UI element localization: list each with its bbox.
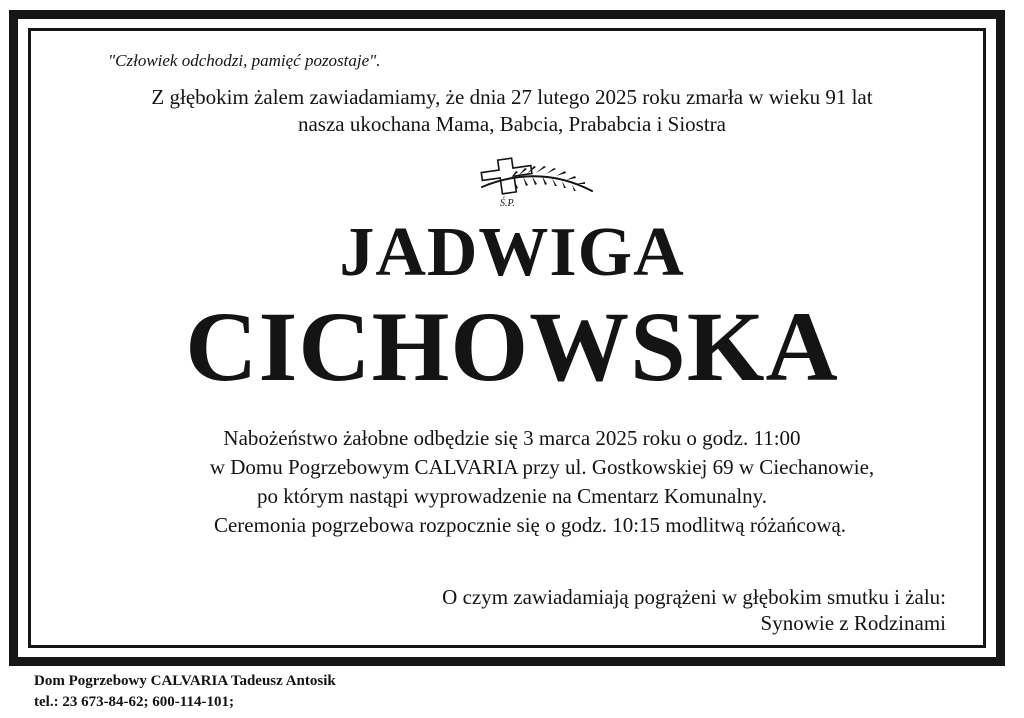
funeral-home-name: Dom Pogrzebowy CALVARIA Tadeusz Antosik bbox=[34, 673, 336, 689]
deceased-last-name: CICHOWSKA bbox=[185, 291, 839, 402]
deceased-first-name: JADWIGA bbox=[339, 214, 685, 291]
service-line-3: po którym nastąpi wyprowadzenie na Cmentarz Komunalny. bbox=[256, 484, 768, 508]
announcement-line-2: nasza ukochana Mama, Babcia, Prababcia i Siostra bbox=[297, 112, 726, 136]
epigraph: "Człowiek odchodzi, pamięć pozostaje". bbox=[108, 51, 381, 70]
closing-line: O czym zawiadamiają pogrążeni w głębokim smutku i żalu: bbox=[442, 585, 946, 609]
service-line-4: Ceremonia pogrzebowa rozpocznie się o godz. 10:15 modlitwą różańcową. bbox=[213, 513, 847, 537]
service-line-2: w Domu Pogrzebowym CALVARIA przy ul. Gostkowskiej 69 w Ciechanowie, bbox=[209, 455, 875, 479]
service-line-1: Nabożeństwo żałobne odbędzie się 3 marca 2025 roku o godz. 11:00 bbox=[223, 426, 801, 450]
emblem-caption: Ś.P. bbox=[500, 198, 515, 209]
funeral-home-phone: tel.: 23 673-84-62; 600-114-101; bbox=[34, 694, 234, 710]
announcement-line-1: Z głębokim żalem zawiadamiamy, że dnia 27 lutego 2025 roku zmarła w wieku 91 lat bbox=[151, 85, 873, 109]
signature-line: Synowie z Rodzinami bbox=[760, 611, 946, 635]
cross-with-palm-branch-icon bbox=[470, 153, 598, 209]
